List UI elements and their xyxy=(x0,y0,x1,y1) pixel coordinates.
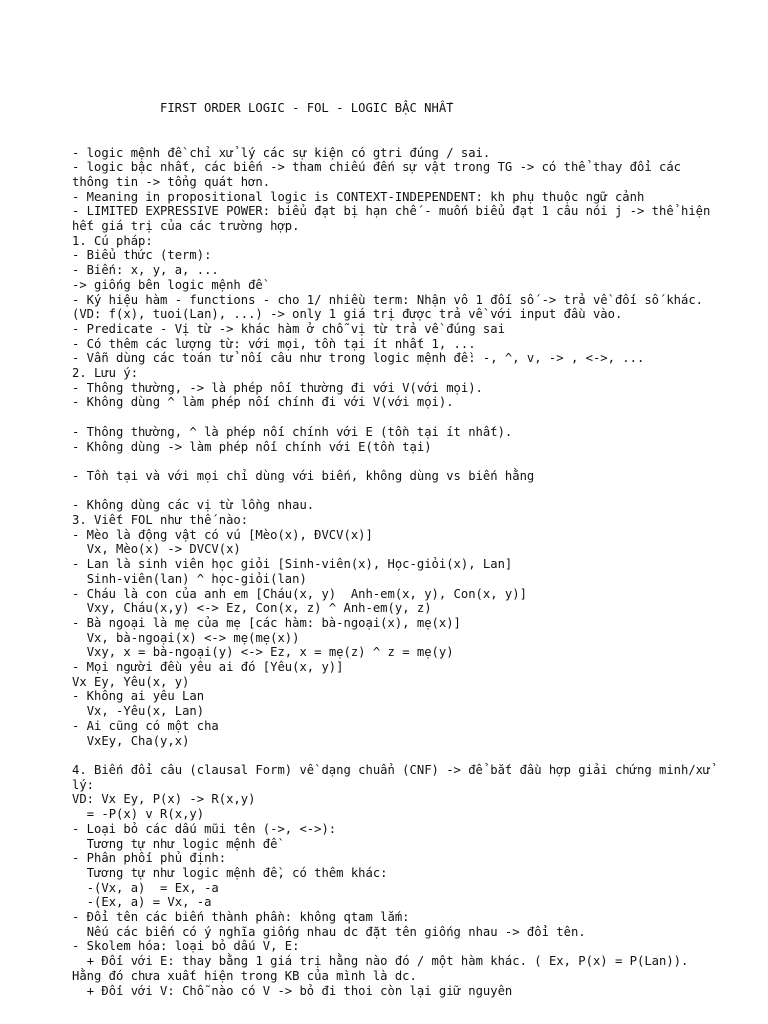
text-line: Vxy, Cháu(x,y) <-> Ez, Con(x, z) ^ Anh-em(y, z) xyxy=(72,601,432,616)
text-line: - Vẫn dùng các toán tử nối câu như trong logic mệnh đề: -, ^, v, -> , <->, ... xyxy=(72,351,645,366)
text-line: 4. Biến đổi câu (clausal Form) về dạng chuẩn (CNF) -> để bắt đầu hợp giải chứng minh/xử lý: xyxy=(72,762,718,792)
text-line: Vx, -Yêu(x, Lan) xyxy=(72,704,205,719)
blank-line xyxy=(72,748,712,763)
text-line: - Ai cũng có một cha xyxy=(72,718,219,733)
text-line: -(Ex, a) = Vx, -a xyxy=(72,895,212,910)
text-line: Vx, bà-ngoại(x) <-> mẹ(mẹ(x)) xyxy=(72,630,300,645)
text-line: - Thông thường, -> là phép nối thường đi với V(với mọi). xyxy=(72,380,483,395)
text-line: - logic mệnh đề chỉ xử lý các sự kiện có gtri đúng / sai. xyxy=(72,145,491,160)
document-body xyxy=(72,145,718,999)
text-line: - Cháu là con của anh em [Cháu(x, y) Anh-em(x, y), Con(x, y)] xyxy=(72,586,527,601)
text-line: - Đổi tên các biến thành phần: không qtam lắm: xyxy=(72,910,410,925)
blank-line xyxy=(72,484,712,499)
text-line: - Không ai yêu Lan xyxy=(72,689,205,704)
text-line: - Tồn tại và với mọi chỉ dùng với biến, không dùng vs biến hằng xyxy=(72,468,535,483)
text-line: - Loại bỏ các dấu mũi tên (->, <->): xyxy=(72,821,337,836)
text-line: Nếu các biến có ý nghĩa giống nhau dc đặt tên giống nhau -> đổi tên. xyxy=(72,924,586,939)
text-line: - Skolem hóa: loại bỏ dấu V, E: xyxy=(72,939,300,954)
text-line: - Có thêm các lượng từ: với mọi, tồn tại ít nhất 1, ... xyxy=(72,336,476,351)
text-line: - Phân phối phủ định: xyxy=(72,851,227,866)
text-line: Tương tự như logic mệnh đề, có thêm khác: xyxy=(72,865,388,880)
document-title: FIRST ORDER LOGIC - FOL - LOGIC BẬC NHẤT xyxy=(160,101,454,116)
text-line: Vx, Mèo(x) -> DVCV(x) xyxy=(72,542,241,557)
text-line: -> giống bên logic mệnh đề xyxy=(72,277,263,292)
text-line: 3. Viết FOL như thế nào: xyxy=(72,513,249,528)
text-line: 1. Cú pháp: xyxy=(72,233,153,248)
text-line: Vx Ey, Yêu(x, y) xyxy=(72,674,190,689)
text-line: - Lan là sinh viên học giỏi [Sinh-viên(x), Học-giỏi(x), Lan] xyxy=(72,557,513,572)
blank-line xyxy=(72,454,712,469)
text-line: Tương tự như logic mệnh đề xyxy=(72,836,278,851)
text-line: 2. Lưu ý: xyxy=(72,366,139,381)
text-line: - Meaning in propositional logic is CONTEXT-INDEPENDENT: kh phụ thuộc ngữ cảnh xyxy=(72,189,645,204)
document-page xyxy=(72,72,718,1013)
text-line: + Đối với V: Chỗ nào có V -> bỏ đi thoi còn lại giữ nguyên xyxy=(72,983,513,998)
text-line: VxEy, Cha(y,x) xyxy=(72,733,190,748)
text-line: - Mèo là động vật có vú [Mèo(x), ĐVCV(x)] xyxy=(72,527,373,542)
text-line: - Không dùng ^ làm phép nối chính đi với V(với mọi). xyxy=(72,395,454,410)
text-line: Sinh-viên(lan) ^ học-giỏi(lan) xyxy=(72,571,307,586)
text-line: - Biến: x, y, a, ... xyxy=(72,263,219,278)
text-line: VD: Vx Ey, P(x) -> R(x,y) xyxy=(72,792,256,807)
text-line: Vxy, x = bà-ngoại(y) <-> Ez, x = mẹ(z) ^ z = mẹ(y) xyxy=(72,645,454,660)
text-line: - LIMITED EXPRESSIVE POWER: biểu đạt bị hạn chế - muốn biểu đạt 1 câu nói j -> thể hiện hết giá trị của các trường hợp. xyxy=(72,204,718,234)
blank-line xyxy=(72,410,712,425)
text-line: - Bà ngoại là mẹ của mẹ [các hàm: bà-ngoại(x), mẹ(x)] xyxy=(72,615,461,630)
text-line: - Không dùng -> làm phép nối chính với E(tồn tại) xyxy=(72,439,432,454)
text-line: - Biểu thức (term): xyxy=(72,248,212,263)
text-line: - Predicate - Vị từ -> khác hàm ở chỗ vị từ trả về đúng sai xyxy=(72,321,505,336)
text-line: -(Vx, a) = Ex, -a xyxy=(72,880,219,895)
text-line: - Không dùng các vị từ lồng nhau. xyxy=(72,498,315,513)
text-line: - Mọi người đều yêu ai đó [Yêu(x, y)] xyxy=(72,660,344,675)
text-line: = -P(x) v R(x,y) xyxy=(72,807,205,822)
text-line: + Đối với E: thay bằng 1 giá trị hằng nào đó / một hàm khác. ( Ex, P(x) = P(Lan)). Hằng đó chưa xuất hiện trong KB của mình là dc. xyxy=(72,954,696,983)
text-line: - logic bậc nhất, các biến -> tham chiếu đến sự vật trong TG -> có thể thay đổi các thông tin -> tổng quát hơn. xyxy=(72,160,689,189)
text-line: - Thông thường, ^ là phép nối chính với E (tồn tại ít nhất). xyxy=(72,424,513,439)
text-line: - Ký hiệu hàm - functions - cho 1/ nhiều term: Nhận vô 1 đối số -> trả về đối số khác. (VD: f(x), tuoi(Lan), ...) -> only 1 giá trị được trả về với input đầu vào. xyxy=(72,292,711,322)
